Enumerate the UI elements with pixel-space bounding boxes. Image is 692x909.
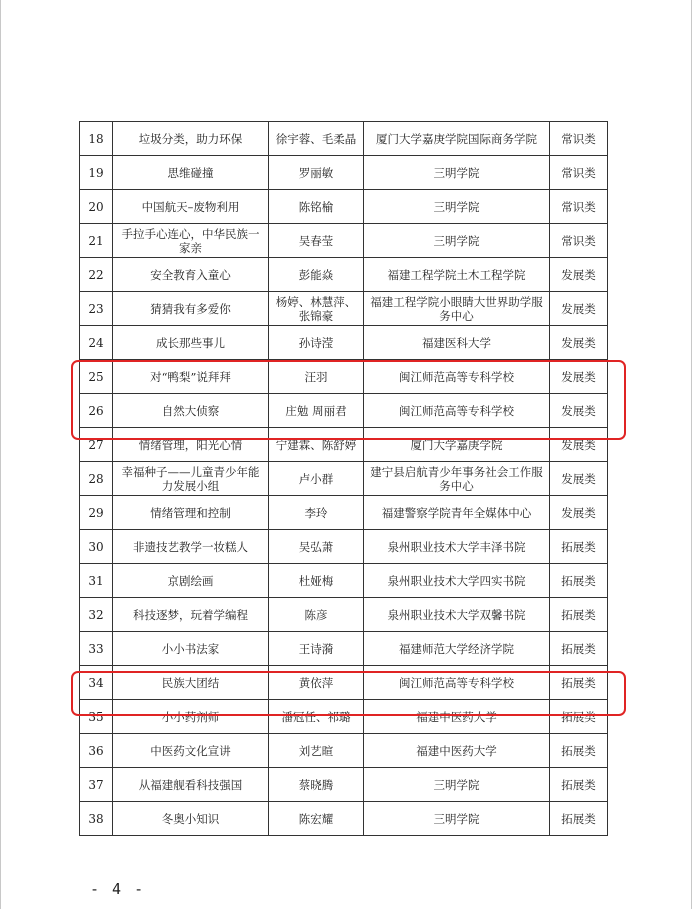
school-name: 福建中医药大学 bbox=[364, 700, 550, 734]
project-name: 手拉手心连心，中华民族一家亲 bbox=[113, 224, 269, 258]
category: 拓展类 bbox=[550, 530, 608, 564]
row-number: 37 bbox=[80, 768, 113, 802]
project-name: 小小书法家 bbox=[113, 632, 269, 666]
team-members: 陈铭榆 bbox=[269, 190, 364, 224]
table-row bbox=[80, 122, 608, 156]
row-number: 36 bbox=[80, 734, 113, 768]
school-name: 泉州职业技术大学四实书院 bbox=[364, 564, 550, 598]
row-number: 33 bbox=[80, 632, 113, 666]
project-name: 科技逐梦，玩着学编程 bbox=[113, 598, 269, 632]
school-name: 厦门大学嘉庚学院国际商务学院 bbox=[364, 122, 550, 156]
table-row bbox=[80, 394, 608, 428]
project-name: 中医药文化宣讲 bbox=[113, 734, 269, 768]
team-members: 孙诗滢 bbox=[269, 326, 364, 360]
row-number: 25 bbox=[80, 360, 113, 394]
team-members: 彭能焱 bbox=[269, 258, 364, 292]
row-number: 26 bbox=[80, 394, 113, 428]
row-number: 29 bbox=[80, 496, 113, 530]
team-members: 徐宇蓉、毛柔晶 bbox=[269, 122, 364, 156]
table-row bbox=[80, 734, 608, 768]
team-members: 潘冠任、祁璐 bbox=[269, 700, 364, 734]
school-name: 三明学院 bbox=[364, 802, 550, 836]
category: 拓展类 bbox=[550, 598, 608, 632]
school-name: 闽江师范高等专科学校 bbox=[364, 394, 550, 428]
team-members: 蔡晓腾 bbox=[269, 768, 364, 802]
project-name: 自然大侦察 bbox=[113, 394, 269, 428]
team-members: 王诗漪 bbox=[269, 632, 364, 666]
team-members: 罗丽敏 bbox=[269, 156, 364, 190]
team-members: 李玲 bbox=[269, 496, 364, 530]
category: 发展类 bbox=[550, 292, 608, 326]
school-name: 闽江师范高等专科学校 bbox=[364, 360, 550, 394]
school-name: 三明学院 bbox=[364, 190, 550, 224]
table-row bbox=[80, 224, 608, 258]
category: 拓展类 bbox=[550, 564, 608, 598]
table-row bbox=[80, 156, 608, 190]
category: 拓展类 bbox=[550, 802, 608, 836]
school-name: 三明学院 bbox=[364, 768, 550, 802]
project-name: 对“鸭梨”说拜拜 bbox=[113, 360, 269, 394]
row-number: 34 bbox=[80, 666, 113, 700]
row-number: 31 bbox=[80, 564, 113, 598]
table-row bbox=[80, 292, 608, 326]
category: 拓展类 bbox=[550, 700, 608, 734]
project-name: 小小药剂师 bbox=[113, 700, 269, 734]
table-row bbox=[80, 700, 608, 734]
table-row bbox=[80, 564, 608, 598]
category: 发展类 bbox=[550, 462, 608, 496]
page-edge-left bbox=[0, 0, 1, 909]
row-number: 21 bbox=[80, 224, 113, 258]
school-name: 福建警察学院青年全媒体中心 bbox=[364, 496, 550, 530]
category: 发展类 bbox=[550, 360, 608, 394]
project-name: 情绪管理，阳光心情 bbox=[113, 428, 269, 462]
table-row bbox=[80, 428, 608, 462]
table-row bbox=[80, 462, 608, 496]
project-name: 思维碰撞 bbox=[113, 156, 269, 190]
row-number: 30 bbox=[80, 530, 113, 564]
team-members: 陈宏耀 bbox=[269, 802, 364, 836]
category: 发展类 bbox=[550, 496, 608, 530]
table-row bbox=[80, 530, 608, 564]
school-name: 泉州职业技术大学丰泽书院 bbox=[364, 530, 550, 564]
table-row bbox=[80, 496, 608, 530]
team-members: 卢小群 bbox=[269, 462, 364, 496]
school-name: 泉州职业技术大学双馨书院 bbox=[364, 598, 550, 632]
project-name: 幸福种子——儿童青少年能力发展小组 bbox=[113, 462, 269, 496]
row-number: 32 bbox=[80, 598, 113, 632]
team-members: 陈彦 bbox=[269, 598, 364, 632]
row-number: 28 bbox=[80, 462, 113, 496]
category: 拓展类 bbox=[550, 632, 608, 666]
row-number: 19 bbox=[80, 156, 113, 190]
project-name: 民族大团结 bbox=[113, 666, 269, 700]
category: 拓展类 bbox=[550, 768, 608, 802]
project-name: 垃圾分类，助力环保 bbox=[113, 122, 269, 156]
school-name: 福建医科大学 bbox=[364, 326, 550, 360]
project-name: 非遗技艺教学一妆糕人 bbox=[113, 530, 269, 564]
project-table bbox=[79, 121, 608, 836]
category: 拓展类 bbox=[550, 734, 608, 768]
school-name: 三明学院 bbox=[364, 156, 550, 190]
school-name: 福建工程学院土木工程学院 bbox=[364, 258, 550, 292]
row-number: 18 bbox=[80, 122, 113, 156]
page-number: - 4 - bbox=[90, 880, 146, 898]
team-members: 黄依萍 bbox=[269, 666, 364, 700]
category: 常识类 bbox=[550, 156, 608, 190]
table-row bbox=[80, 768, 608, 802]
team-members: 杜娅梅 bbox=[269, 564, 364, 598]
category: 拓展类 bbox=[550, 666, 608, 700]
project-name: 安全教育入童心 bbox=[113, 258, 269, 292]
team-members: 吴春莹 bbox=[269, 224, 364, 258]
table-row bbox=[80, 326, 608, 360]
category: 常识类 bbox=[550, 224, 608, 258]
project-name: 中国航天–废物利用 bbox=[113, 190, 269, 224]
table-row bbox=[80, 258, 608, 292]
team-members: 杨婷、林慧萍、张锦豪 bbox=[269, 292, 364, 326]
team-members: 刘艺暄 bbox=[269, 734, 364, 768]
table-row bbox=[80, 666, 608, 700]
school-name: 福建中医药大学 bbox=[364, 734, 550, 768]
row-number: 20 bbox=[80, 190, 113, 224]
row-number: 23 bbox=[80, 292, 113, 326]
category: 常识类 bbox=[550, 190, 608, 224]
project-name: 冬奥小知识 bbox=[113, 802, 269, 836]
school-name: 建宁县启航青少年事务社会工作服务中心 bbox=[364, 462, 550, 496]
row-number: 35 bbox=[80, 700, 113, 734]
school-name: 福建师范大学经济学院 bbox=[364, 632, 550, 666]
category: 常识类 bbox=[550, 122, 608, 156]
school-name: 三明学院 bbox=[364, 224, 550, 258]
table-row bbox=[80, 802, 608, 836]
project-name: 猜猜我有多爱你 bbox=[113, 292, 269, 326]
category: 发展类 bbox=[550, 394, 608, 428]
team-members: 汪羽 bbox=[269, 360, 364, 394]
project-name: 京剧绘画 bbox=[113, 564, 269, 598]
team-members: 庄勉 周丽君 bbox=[269, 394, 364, 428]
table-row bbox=[80, 632, 608, 666]
table-row bbox=[80, 190, 608, 224]
team-members: 吴弘萧 bbox=[269, 530, 364, 564]
row-number: 38 bbox=[80, 802, 113, 836]
table-row bbox=[80, 598, 608, 632]
category: 发展类 bbox=[550, 428, 608, 462]
category: 发展类 bbox=[550, 258, 608, 292]
school-name: 福建工程学院小眼睛大世界助学服务中心 bbox=[364, 292, 550, 326]
school-name: 闽江师范高等专科学校 bbox=[364, 666, 550, 700]
row-number: 24 bbox=[80, 326, 113, 360]
category: 发展类 bbox=[550, 326, 608, 360]
project-name: 从福建舰看科技强国 bbox=[113, 768, 269, 802]
team-members: 宁建霖、陈舒婷 bbox=[269, 428, 364, 462]
project-name: 情绪管理和控制 bbox=[113, 496, 269, 530]
row-number: 22 bbox=[80, 258, 113, 292]
row-number: 27 bbox=[80, 428, 113, 462]
project-name: 成长那些事儿 bbox=[113, 326, 269, 360]
school-name: 厦门大学嘉庚学院 bbox=[364, 428, 550, 462]
table-row bbox=[80, 360, 608, 394]
